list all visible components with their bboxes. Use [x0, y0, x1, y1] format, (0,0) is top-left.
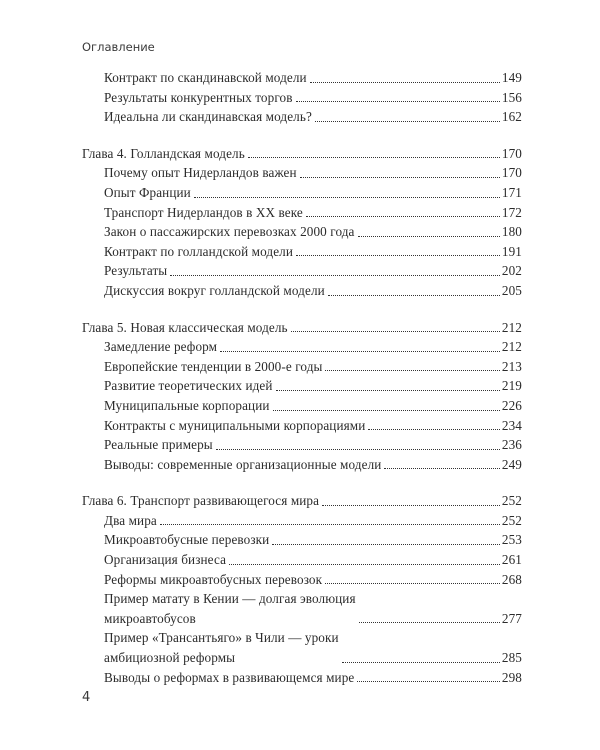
toc-entry-title: Контракт по голландской модели: [104, 243, 293, 259]
toc-chapter-entry: [82, 491, 522, 511]
toc-entry-title: Выводы: современные организационные модели: [104, 456, 382, 472]
toc-section-entry: [82, 261, 522, 281]
toc-entry-page: 191: [501, 243, 522, 259]
toc-section-entry: [82, 203, 522, 223]
toc-entry-page: 234: [501, 417, 522, 433]
toc-section-entry: [82, 628, 522, 667]
table-of-contents: [82, 68, 522, 704]
toc-section-entry: [82, 435, 522, 455]
toc-entry-title: Дискуссия вокруг голландской модели: [104, 282, 325, 298]
toc-entry-title: Пример «Трансантьяго» в Чили — уроки амбициозной реформы: [104, 630, 339, 666]
dot-leader: [342, 662, 500, 663]
toc-entry-title: Глава 6. Транспорт развивающегося мира: [82, 493, 320, 509]
toc-section-entry: [82, 668, 522, 688]
dot-leader: [296, 255, 500, 256]
toc-section-entry: [82, 396, 522, 416]
dot-leader: [325, 583, 500, 584]
toc-group: [82, 491, 522, 687]
dot-leader: [368, 429, 500, 430]
dot-leader: [272, 544, 500, 545]
toc-section-entry: [82, 222, 522, 242]
toc-group: [82, 144, 522, 301]
toc-entry-page: 226: [501, 397, 522, 413]
dot-leader: [306, 216, 500, 217]
toc-section-entry: [82, 88, 522, 108]
toc-entry-title: Два мира: [104, 512, 157, 528]
dot-leader: [248, 157, 500, 158]
toc-section-entry: [82, 163, 522, 183]
toc-entry-title: Результаты конкурентных торгов: [104, 89, 293, 105]
dot-leader: [322, 505, 500, 506]
toc-entry-page: 205: [501, 282, 522, 298]
toc-entry-page: 252: [501, 493, 522, 509]
toc-entry-page: 236: [501, 437, 522, 453]
toc-entry-page: 268: [501, 571, 522, 587]
toc-entry-title: Почему опыт Нидерландов важен: [104, 165, 297, 181]
dot-leader: [273, 410, 500, 411]
toc-entry-page: 202: [501, 263, 522, 279]
toc-entry-title: Муниципальные корпорации: [104, 397, 270, 413]
toc-entry-title: Реальные примеры: [104, 437, 213, 453]
toc-entry-title: Реформы микроавтобусных перевозок: [104, 571, 323, 587]
toc-section-entry: [82, 416, 522, 436]
toc-entry-title: Замедление реформ: [104, 339, 218, 355]
toc-entry-title: Закон о пассажирских перевозках 2000 года: [104, 224, 355, 240]
toc-entry-page: 149: [501, 70, 522, 85]
toc-entry-page: 170: [501, 145, 522, 161]
toc-entry-page: 249: [501, 456, 522, 472]
toc-entry-page: 162: [501, 109, 522, 125]
toc-section-entry: [82, 107, 522, 127]
toc-section-entry: [82, 455, 522, 475]
toc-chapter-entry: [82, 144, 522, 164]
toc-section-entry: [82, 589, 522, 628]
toc-entry-page: 180: [501, 224, 522, 240]
running-head: Оглавление: [82, 40, 155, 54]
dot-leader: [325, 370, 499, 371]
toc-group: [82, 68, 522, 127]
dot-leader: [216, 449, 500, 450]
page-number: 4: [82, 690, 91, 705]
dot-leader: [160, 524, 500, 525]
dot-leader: [384, 468, 500, 469]
toc-section-entry: [82, 530, 522, 550]
toc-entry-page: 285: [501, 650, 522, 666]
toc-entry-page: 213: [501, 358, 522, 374]
toc-entry-page: 219: [501, 378, 522, 394]
toc-entry-page: 170: [501, 165, 522, 181]
toc-section-entry: [82, 281, 522, 301]
toc-entry-page: 171: [501, 184, 522, 200]
toc-entry-title: Опыт Франции: [104, 184, 191, 200]
toc-entry-page: 298: [501, 669, 522, 685]
toc-section-entry: [82, 511, 522, 531]
toc-entry-title: Контракт по скандинавской модели: [104, 70, 307, 85]
toc-entry-title: Организация бизнеса: [104, 552, 227, 568]
toc-section-entry: [82, 357, 522, 377]
dot-leader: [170, 275, 500, 276]
dot-leader: [300, 177, 500, 178]
toc-entry-page: 252: [501, 512, 522, 528]
dot-leader: [357, 681, 500, 682]
toc-entry-title: Контракты с муниципальными корпорациями: [104, 417, 366, 433]
toc-section-entry: [82, 242, 522, 262]
toc-section-entry: [82, 183, 522, 203]
toc-entry-title: Транспорт Нидерландов в XX веке: [104, 204, 303, 220]
toc-entry-title: Результаты: [104, 263, 168, 279]
dot-leader: [358, 236, 500, 237]
toc-entry-title: Глава 5. Новая классическая модель: [82, 319, 288, 335]
dot-leader: [296, 101, 500, 102]
dot-leader: [276, 390, 500, 391]
dot-leader: [310, 82, 500, 83]
toc-entry-page: 212: [501, 319, 522, 335]
toc-entry-page: 172: [501, 204, 522, 220]
toc-section-entry: [82, 68, 522, 88]
toc-section-entry: [82, 337, 522, 357]
toc-entry-title: Микроавтобусные перевозки: [104, 532, 270, 548]
toc-entry-title: Европейские тенденции в 2000-е годы: [104, 358, 323, 374]
dot-leader: [328, 295, 500, 296]
dot-leader: [229, 564, 500, 565]
toc-entry-page: 156: [501, 89, 522, 105]
toc-section-entry: [82, 570, 522, 590]
toc-entry-title: Пример матату в Кении — долгая эволюция микроавтобусов: [104, 591, 356, 626]
toc-entry-page: 212: [501, 339, 522, 355]
dot-leader: [194, 197, 500, 198]
toc-section-entry: [82, 376, 522, 396]
toc-entry-title: Развитие теоретических идей: [104, 378, 273, 394]
dot-leader: [220, 351, 500, 352]
toc-section-entry: [82, 550, 522, 570]
toc-entry-title: Идеальна ли скандинавская модель?: [104, 109, 312, 125]
toc-entry-title: Выводы о реформах в развивающемся мире: [104, 669, 355, 685]
toc-chapter-entry: [82, 318, 522, 338]
dot-leader: [315, 121, 500, 122]
dot-leader: [291, 331, 500, 332]
toc-entry-title: Глава 4. Голландская модель: [82, 145, 245, 161]
toc-group: [82, 318, 522, 475]
toc-entry-page: 277: [501, 610, 522, 626]
toc-entry-page: 253: [501, 532, 522, 548]
toc-entry-page: 261: [501, 552, 522, 568]
dot-leader: [359, 622, 500, 623]
